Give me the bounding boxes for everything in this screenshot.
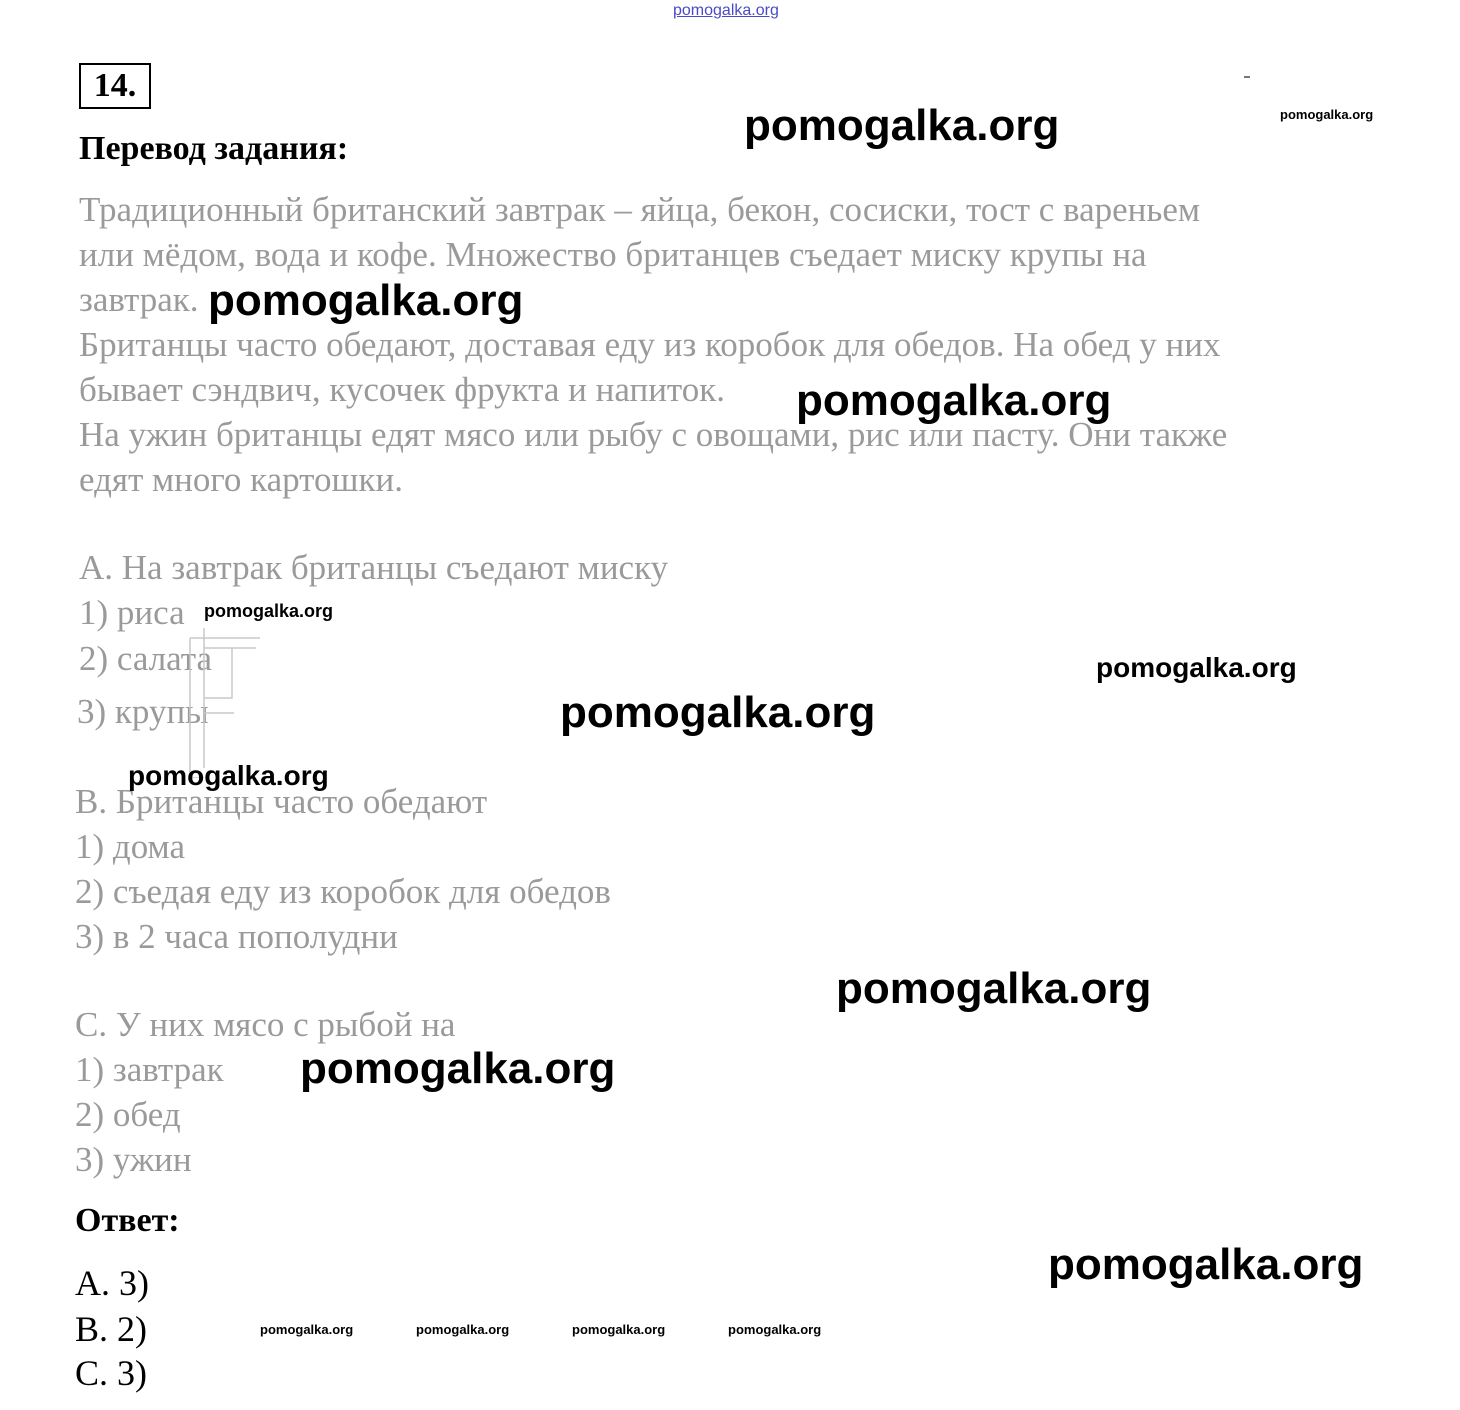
watermark: pomogalka.org — [836, 964, 1152, 1013]
question-c-option: 1) завтрак — [75, 1050, 224, 1089]
answer-line: C. 3) — [75, 1353, 147, 1393]
watermark: pomogalka.org — [796, 376, 1112, 425]
watermark: pomogalka.org — [1096, 652, 1297, 683]
watermark: pomogalka.org — [744, 101, 1060, 150]
translation-heading: Перевод задания: — [79, 130, 349, 167]
watermark: pomogalka.org — [416, 1322, 510, 1337]
paragraph-line: едят много картошки. — [79, 460, 403, 499]
watermark: pomogalka.org — [208, 276, 524, 325]
question-b-option: 3) в 2 часа пополудни — [75, 917, 398, 956]
site-link[interactable]: pomogalka.org — [673, 2, 779, 19]
question-b-prompt: B. Британцы часто обедают — [75, 782, 488, 821]
paragraph-line: бывает сэндвич, кусочек фрукта и напиток. — [79, 370, 726, 409]
question-b-option: 1) дома — [75, 827, 185, 866]
question-a-option: 3) крупы — [77, 692, 209, 731]
watermark: pomogalka.org — [204, 601, 334, 621]
watermark: pomogalka.org — [572, 1322, 666, 1337]
watermark: pomogalka.org — [260, 1322, 354, 1337]
answer-heading: Ответ: — [75, 1202, 180, 1239]
question-c-option: 3) ужин — [75, 1140, 192, 1179]
watermark: pomogalka.org — [1048, 1240, 1364, 1289]
watermark: pomogalka.org — [728, 1322, 822, 1337]
watermark: pomogalka.org — [128, 760, 329, 791]
answer-line: B. 2) — [75, 1309, 147, 1349]
decorative-dash — [1244, 76, 1250, 78]
question-a-prompt: A. На завтрак британцы съедают миску — [79, 548, 669, 587]
answer-line: A. 3) — [75, 1263, 149, 1303]
question-a-option: 1) риса — [79, 593, 185, 632]
watermark: pomogalka.org — [560, 688, 876, 737]
paragraph-line: Традиционный британский завтрак – яйца, бекон, сосиски, тост с вареньем — [79, 190, 1201, 229]
paragraph-line: завтрак. — [79, 280, 199, 319]
watermark: pomogalka.org — [1280, 107, 1374, 122]
watermark: pomogalka.org — [300, 1044, 616, 1093]
question-c-option: 2) обед — [75, 1095, 181, 1134]
bracket-stroke-shape — [186, 628, 266, 778]
paragraph-line: Британцы часто обедают, доставая еду из коробок для обедов. На обед у них — [79, 325, 1221, 364]
task-number-box: 14. — [79, 63, 151, 109]
question-a-option: 2) салата — [79, 639, 213, 678]
question-c-prompt: C. У них мясо с рыбой на — [75, 1005, 456, 1044]
paragraph-line: или мёдом, вода и кофе. Множество британцев съедает миску крупы на — [79, 235, 1147, 274]
question-b-option: 2) съедая еду из коробок для обедов — [75, 872, 611, 911]
paragraph-line: На ужин британцы едят мясо или рыбу с овощами, рис или пасту. Они также — [79, 415, 1228, 454]
